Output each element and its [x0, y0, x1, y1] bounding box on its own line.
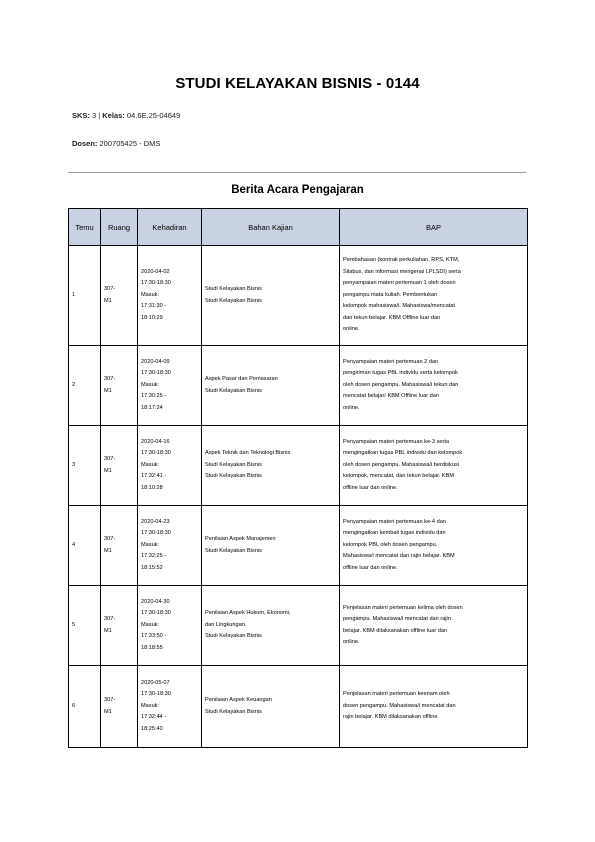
cell-kehadiran-line: 17:30-18:30	[141, 280, 171, 287]
cell-bap-line: Penjelasan materi pertemuan keenam oleh	[343, 691, 450, 698]
dosen-value: 200705425 - DMS	[97, 139, 161, 148]
cell-ruang	[101, 506, 138, 586]
cell-ruang	[101, 246, 138, 346]
header-temu: Temu	[69, 209, 101, 246]
cell-temu: 6	[69, 666, 101, 748]
cell-kehadiran	[138, 666, 202, 748]
header-kehadiran: Kehadiran	[138, 209, 202, 246]
cell-ruang	[101, 586, 138, 666]
cell-bahan-kajian-line: Studi Kelayakan Bisnis	[205, 461, 262, 468]
cell-kehadiran	[138, 426, 202, 506]
cell-bahan-kajian-line: dan Lingkungan.	[205, 621, 247, 628]
cell-bahan-kajian	[202, 346, 340, 426]
cell-kehadiran-line: 17:30-18:30	[141, 610, 171, 617]
course-info	[72, 111, 180, 120]
cell-bahan-kajian	[202, 506, 340, 586]
cell-kehadiran-line: Masuk:	[141, 291, 160, 298]
cell-ruang	[101, 666, 138, 748]
cell-ruang-line: M1	[104, 297, 112, 304]
cell-bap-line: Penyampaian materi pertemuan 2 dan	[343, 358, 439, 365]
cell-kehadiran	[138, 346, 202, 426]
cell-bahan-kajian-line: Studi Kelayakan Bisnis	[205, 547, 262, 554]
cell-ruang-line: M1	[104, 708, 112, 715]
lecturer-info	[72, 139, 160, 148]
table-row	[69, 506, 528, 586]
table-row	[69, 586, 528, 666]
cell-bap-line: kelompok PBL oleh dosen pengampu.	[343, 541, 438, 548]
cell-bahan-kajian	[202, 666, 340, 748]
cell-bahan-kajian-line: Penilaian Aspek Manajemen	[205, 536, 276, 542]
cell-ruang-line: 307-	[104, 376, 116, 382]
cell-ruang-line: M1	[104, 387, 112, 394]
cell-kehadiran-line: Masuk:	[141, 621, 160, 628]
header-ruang: Ruang	[101, 209, 138, 246]
cell-kehadiran-line: 18:17:24	[141, 404, 163, 411]
cell-bap-line: online.	[343, 639, 360, 645]
cell-bap-line: Penyampaian materi pertemuan ke-3 serta	[343, 438, 450, 445]
cell-kehadiran-line: Masuk:	[141, 381, 160, 388]
cell-bap-line: dan tekun belajar. KBM Offline luar dan	[343, 314, 441, 321]
cell-kehadiran-line: 2020-04-30	[141, 598, 170, 605]
cell-bap-line: Mahasiswa/i mencatat dan rajin belajar. KBM	[343, 553, 455, 560]
cell-bahan-kajian-line: Studi Kelayakan Bisnis	[205, 387, 262, 394]
cell-bahan-kajian	[202, 586, 340, 666]
cell-bahan-kajian-line: Aspek Pasar dan Pemasaran	[205, 376, 278, 382]
cell-bap-line: online.	[343, 326, 360, 333]
cell-bahan-kajian	[202, 246, 340, 346]
cell-ruang-line: M1	[104, 627, 112, 634]
cell-bap-line: pengiriman tugas PBL individu serta kelompok	[343, 370, 458, 377]
divider	[68, 172, 526, 173]
cell-ruang-line: 307-	[104, 616, 116, 622]
dosen-label: Dosen:	[72, 139, 98, 148]
table-row	[69, 246, 528, 346]
cell-kehadiran	[138, 506, 202, 586]
cell-ruang-line: 307-	[104, 286, 116, 292]
cell-bahan-kajian-line: Studi Kelayakan Bisnis	[205, 297, 262, 304]
header-bap: BAP	[340, 209, 528, 246]
cell-bap-line: Penyampaian materi pertemuan ke-4 dan	[343, 518, 446, 525]
cell-bap-line: pengampu mata kuliah. Pembentukan	[343, 291, 438, 298]
cell-kehadiran-line: 2020-04-09	[141, 358, 170, 365]
cell-bap-line: kelompok mahasiswa/i. Mahasiswa/mencatat	[343, 303, 455, 310]
cell-bap	[340, 426, 528, 506]
cell-bap-line: pengampu. Mahasiswa/i mencatat dan rajin	[343, 616, 451, 622]
cell-ruang-line: M1	[104, 467, 112, 474]
cell-bahan-kajian-line: Studi Kelayakan Bisnis	[205, 633, 262, 640]
cell-kehadiran-line: 17:32:44 -	[141, 714, 167, 721]
table-header-row	[69, 209, 528, 246]
cell-kehadiran-line: Masuk:	[141, 461, 160, 468]
cell-bap-line: offline luar dan online.	[343, 484, 398, 491]
cell-bap-line: dosen pengampu. Mahasiswa/i mencatat dan	[343, 702, 456, 709]
cell-kehadiran-line: 18:18:55	[141, 644, 163, 651]
cell-kehadiran-line: 2020-04-23	[141, 518, 170, 525]
kelas-label: Kelas:	[102, 111, 125, 120]
cell-bap-line: Silabus, dan informasi mengenai LPLSDI) serta	[343, 268, 461, 275]
cell-ruang-line: 307-	[104, 536, 116, 542]
cell-ruang	[101, 346, 138, 426]
cell-ruang	[101, 426, 138, 506]
cell-bahan-kajian-line: Penilaian Aspek Hukum, Ekonomi,	[205, 610, 291, 617]
cell-bap-line: kelompok, mencatat, dan tekun belajar. KBM	[343, 473, 455, 480]
cell-kehadiran-line: 2020-05-07	[141, 679, 170, 686]
cell-bahan-kajian-line: Studi Kelayakan Bisnis	[205, 286, 262, 292]
cell-ruang-line: M1	[104, 547, 112, 554]
cell-kehadiran-line: 17:33:50 -	[141, 633, 167, 640]
sks-value: 3 |	[89, 111, 103, 120]
course-title: STUDI KELAYAKAN BISNIS - 0144	[175, 75, 420, 92]
cell-bahan-kajian	[202, 426, 340, 506]
cell-bap-line: online.	[343, 404, 360, 411]
cell-bap-line: mengingatkan tugas PBL individu dan kelompok	[343, 450, 463, 457]
section-title: Berita Acara Pengajaran	[231, 184, 364, 196]
cell-kehadiran-line: 18:15:52	[141, 564, 163, 571]
sks-label: SKS:	[72, 111, 90, 120]
cell-kehadiran-line: 17:30:25 -	[141, 393, 167, 400]
cell-bahan-kajian-line: Penilaian Aspek Keuangan	[205, 697, 272, 703]
cell-bap	[340, 666, 528, 748]
cell-kehadiran-line: 17:31:30 -	[141, 303, 167, 310]
cell-kehadiran-line: 17:32:25 -	[141, 553, 167, 560]
cell-bap-line: Pembahasan (kontrak perkuliahan, RPS, KTM,	[343, 257, 460, 264]
cell-kehadiran-line: 18:10:29	[141, 314, 163, 321]
cell-kehadiran-line: 17:32:41 -	[141, 473, 167, 480]
cell-bap-line: oleh dosen pengampu. Mahasiswa/i berdiskusi	[343, 461, 459, 468]
cell-kehadiran-line: 2020-04-16	[141, 438, 170, 445]
cell-temu: 4	[69, 506, 101, 586]
cell-bap	[340, 246, 528, 346]
cell-bap-line: penyampaian materi pertemuan 1 oleh dosen	[343, 280, 456, 287]
cell-kehadiran-line: 17:30-18:30	[141, 450, 171, 457]
cell-bahan-kajian-line: Studi Kelayakan Bisnis	[205, 708, 262, 715]
cell-temu: 3	[69, 426, 101, 506]
header-bahan-kajian: Bahan Kajian	[202, 209, 340, 246]
cell-bap	[340, 506, 528, 586]
kelas-value: 04.6E.25-04649	[124, 111, 181, 120]
cell-bap-line: offline luar dan online.	[343, 564, 398, 571]
cell-bap	[340, 586, 528, 666]
cell-bap-line: Penjelasan materi pertemuan kelima oleh dosen	[343, 604, 463, 611]
cell-bahan-kajian-line: Aspek Teknik dan Teknologi Bisnis	[205, 450, 291, 457]
cell-bap-line: rajin belajar. KBM dilaksanakan offline.	[343, 714, 439, 721]
cell-kehadiran-line: Masuk:	[141, 541, 160, 548]
cell-temu: 1	[69, 246, 101, 346]
cell-kehadiran-line: 18:25:40	[141, 725, 163, 732]
cell-kehadiran-line: 17:30-18:30	[141, 691, 171, 698]
cell-bap-line: mengingatkan kembali tugas individu dan	[343, 530, 446, 537]
cell-bahan-kajian-line: Studi Kelayakan Bisnis	[205, 473, 262, 480]
cell-kehadiran-line: 18:10:28	[141, 484, 163, 491]
cell-ruang-line: 307-	[104, 697, 116, 703]
table-row	[69, 426, 528, 506]
cell-kehadiran-line: 2020-04-02	[141, 268, 170, 275]
cell-bap-line: belajar. KBM dilaksanakan offline luar dan	[343, 627, 448, 634]
cell-kehadiran-line: 17:30-18:30	[141, 530, 171, 537]
cell-kehadiran-line: Masuk:	[141, 702, 160, 709]
cell-temu: 5	[69, 586, 101, 666]
table-row	[69, 346, 528, 426]
cell-bap-line: oleh dosen pengampu. Mahasiswa/i tekun dan	[343, 381, 459, 388]
attendance-table	[68, 208, 528, 748]
cell-kehadiran	[138, 586, 202, 666]
cell-bap-line: mencatat belajar/ KBM Offline luar dan	[343, 393, 439, 400]
table-row	[69, 666, 528, 748]
cell-temu: 2	[69, 346, 101, 426]
cell-kehadiran	[138, 246, 202, 346]
cell-bap	[340, 346, 528, 426]
cell-ruang-line: 307-	[104, 456, 116, 462]
cell-kehadiran-line: 17:30-18:30	[141, 370, 171, 377]
